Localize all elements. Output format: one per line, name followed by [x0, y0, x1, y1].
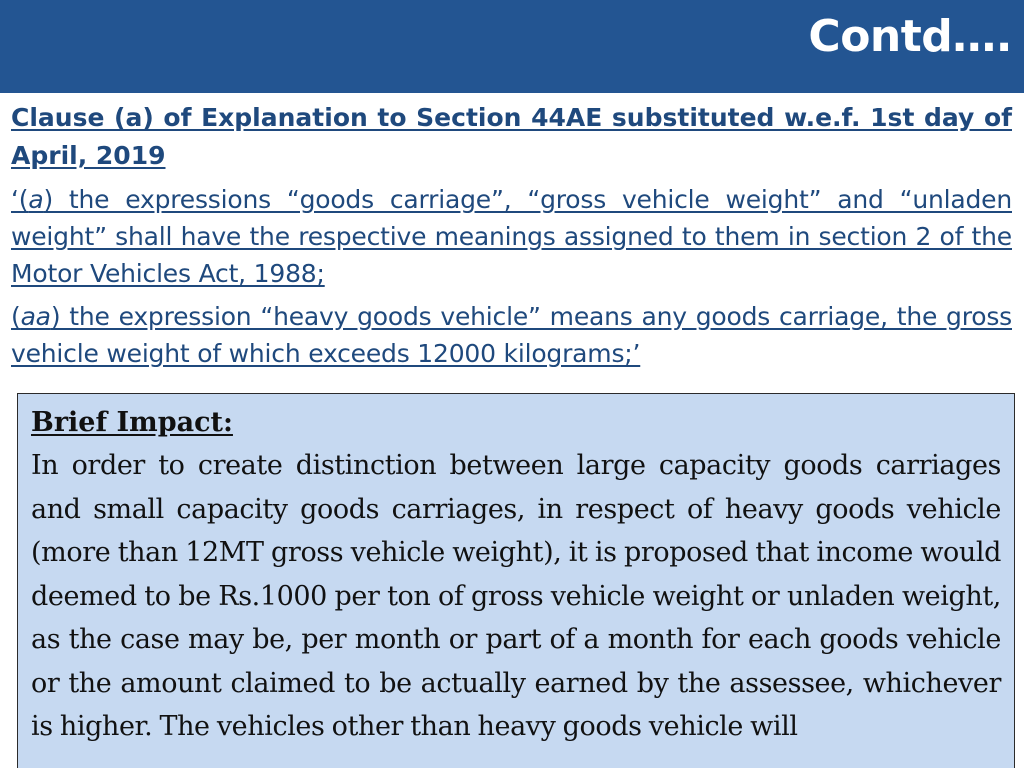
brief-impact-box: [17, 393, 1015, 768]
section-heading: Clause (a) of Explanation to Section 44AE substituted w.e.f. 1st day of April, 2019: [11, 103, 1012, 170]
slide-title: Contd….: [808, 11, 1012, 62]
slide-content: [11, 99, 1012, 372]
clause-a-open: ‘(: [11, 185, 29, 214]
clause-a-paragraph: [11, 181, 1012, 292]
impact-body: In order to create distinction between large capacity goods carriages and small capacity goods carriages, in respect of heavy goods vehicle (more than 12MT gross vehicle weight), it is proposed that income would deemed to be Rs.1000 per ton of gross vehicle weight or unladen weight, as the case may be, per month or part of a month for each goods vehicle or the amount claimed to be actually earned by the assessee, whichever is higher. The vehicles other than heavy goods vehicle will: [31, 450, 1001, 742]
clause-aa-open: (: [11, 302, 21, 331]
clause-aa-marker: aa: [20, 302, 51, 331]
impact-title: Brief Impact:: [31, 407, 233, 438]
clause-aa-text: ) the expression “heavy goods vehicle” means any goods carriage, the gross vehicle weight of which exceeds 12000 kilograms;’: [11, 302, 1012, 368]
clause-a-text: ) the expressions “goods carriage”, “gross vehicle weight” and “unladen weight” shall have the respective meanings assigned to them in section 2 of the Motor Vehicles Act, 1988;: [11, 185, 1012, 288]
title-bar: [0, 0, 1024, 93]
clause-a-marker: a: [28, 185, 44, 214]
clause-aa-paragraph: [11, 298, 1012, 372]
